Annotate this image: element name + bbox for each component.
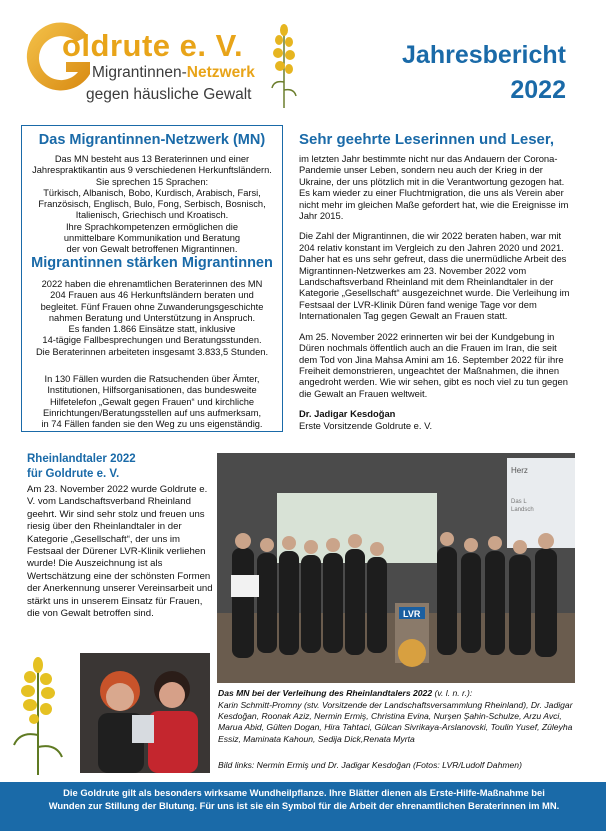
photo-caption-body: Karin Schmitt-Promny (stv. Vorsitzende der Landschaftsversammlung Rheinland), Dr. Jadigar Kesdoğan, Roonak Aziz, Nermin Ermiş, Christina Evina, Nurşen Şahin-Schulze, Arzu Avci, Marua Abid, Gülten Dogan, Hira Tahtaci, Gülcan Sivrikaya-Arslanovski, Toulin Yusef, Züleyha Essiz, Maminata Kahoun, Sedija Dick,Renata Myrta	[218, 700, 573, 744]
letter-paragraph-3: Am 25. November 2022 erinnerten wir bei der Kundgebung in Düren nochmals öffentlich auch an die Frauen im Iran, die seit dem Tod von Jina Mahsa Amini am 16. September 2022 für ihre Freiheit demonstrieren, ungeachtet der Maßnahmen, die ihnen angedroht werden. Wie wir sehen, gibt es noch viel zu tun gegen die Gewalt an Frauen weltweit.	[299, 330, 568, 399]
banner-text-1: Herz	[511, 466, 528, 475]
mn-paragraph-2: 2022 haben die ehrenamtlichen Beraterinnen des MN 204 Frauen aus 46 Herkunftsländern beraten und begleitet. Fünf Frauen ohne Zuwanderungsgeschichte nahmen Beratung und Unterstützung in Anspruch. Es fanden 1.866 Einsätze statt, inklusive 14-tägige Fallbesprechungen und Beratungsstunden. Die Beraterinnen arbeiteten insgesamt 3.833,5 Stunden.	[35, 279, 269, 357]
footer-text: Die Goldrute gilt als besonders wirksame Wundheilpflanze. Ihre Blätter dienen als Erste-Hilfe-Maßnahme bei Wunden zur Stillung der Blutung. Für uns ist sie ein Symbol für die Arbeit der ehrenamtlichen Beraterinnen im MN.	[48, 787, 560, 811]
rheinlandtaler-body: Am 23. November 2022 wurde Goldrute e. V. vom Landschaftsverband Rheinland geehrt. Wir sind sehr stolz und freuen uns riesig über den Rheinlandtaler in der Kategorie „Gesellschaft“, der uns im Festsaal der Dürener LVR-Klinik verliehen wurde! Die Auszeichnung ist als Wertschätzung eine der schönsten Formen der Anerkennung unserer Vereinsarbeit und stärkt uns in unserem Einsatz für Frauen, die von Gewalt betroffen sind.	[27, 484, 213, 620]
signature-role: Erste Vorsitzende Goldrute e. V.	[299, 419, 433, 431]
lvr-podium-label: LVR	[403, 609, 421, 619]
letter-heading: Sehr geehrte Leserinnen und Leser,	[299, 131, 555, 148]
goldenrod-icon	[270, 22, 298, 108]
banner-text-3: Landsch	[511, 507, 534, 513]
logo-title: oldrute e. V.	[62, 28, 244, 63]
mn-paragraph-1: Das MN besteht aus 13 Beraterinnen und einer Jahrespraktikantin aus 9 verschiedenen Herkunftsländern. Sie sprechen 15 Sprachen: Türkisch, Albanisch, Bobo, Kurdisch, Arabisch, Farsi, Französisch, Englisch, Bulo, Fong, Serbisch, Bosnisch, Italienisch, Griechisch und Kroatisch. Ihre Sprachkompetenzen ermöglichen die unmittelbare Kommunikation und Beratung der von Gewalt betroffenen Migrantinnen.	[32, 154, 272, 255]
mn-heading-2: Migrantinnen stärken Migrantinnen	[31, 255, 273, 271]
photo-caption-heading: Das MN bei der Verleihung des Rheinlandtalers 2022 (v. l. n. r.):	[218, 688, 473, 698]
photo-credit: Bild links: Nermin Ermiş und Dr. Jadigar Kesdoğan (Fotos: LVR/Ludolf Dahmen)	[218, 760, 522, 770]
goldenrod-plant-icon	[8, 655, 68, 775]
rheinlandtaler-heading: Rheinlandtaler 2022 für Goldrute e. V.	[27, 453, 136, 480]
mn-paragraph-3: In 130 Fällen wurden die Ratsuchenden über Ämter, Institutionen, Hilfsorganisationen, das bundesweite Hilfetelefon „Gewalt gegen Frauen“ und kirchliche Einrichtungen/Beratungsstellen auf uns aufmerksam, in 74 Fällen fanden sie den Weg zu uns eigenständig.	[41, 374, 263, 430]
letter-body	[299, 153, 571, 431]
letter-paragraph-2: Die Zahl der Migrantinnen, die wir 2022 beraten haben, war mit 204 relativ konstant im Vergleich zu den Jahren 2020 und 2021. Daher hat es uns sehr gefreut, dass die unermüdliche Arbeit des Migrantinnen-Netzwerkes am 23. November 2022 vom Landschaftsverband Rheinland mit dem Rheinlandtaler in der Kategorie „Gesellschaft“ ausgezeichnet wurde. Die Verleihung im Festsaal der LVR-Klinik Düren fand wenige Tage vor dem Internationalen Tag gegen Gewalt an Frauen statt.	[299, 230, 570, 322]
award-photo	[80, 653, 210, 773]
report-title: Jahresbericht 2022	[402, 41, 566, 104]
logo-subtitle-1: Migrantinnen-Netzwerk	[92, 64, 255, 81]
signature-name: Dr. Jadigar Kesdoğan	[299, 408, 396, 420]
logo-subtitle-2: gegen häusliche Gewalt	[86, 86, 252, 103]
group-photo	[217, 453, 575, 683]
letter-paragraph-1: im letzten Jahr bestimmte nicht nur das Andauern der Corona-Pandemie unser Leben, sondern neu auch der Krieg in der Ukraine, der uns plötzlich mit in die Verantwortung gezogen hat. Es kam wieder zu einer Fluchtmigration, die uns als Verein aber nicht mehr im gleichen Maße gefordert hat, wie die Ereignisse im Jahr 2015.	[299, 153, 569, 222]
mn-heading: Das Migrantinnen-Netzwerk (MN)	[38, 132, 266, 148]
banner-text-2: Das L	[511, 499, 527, 505]
